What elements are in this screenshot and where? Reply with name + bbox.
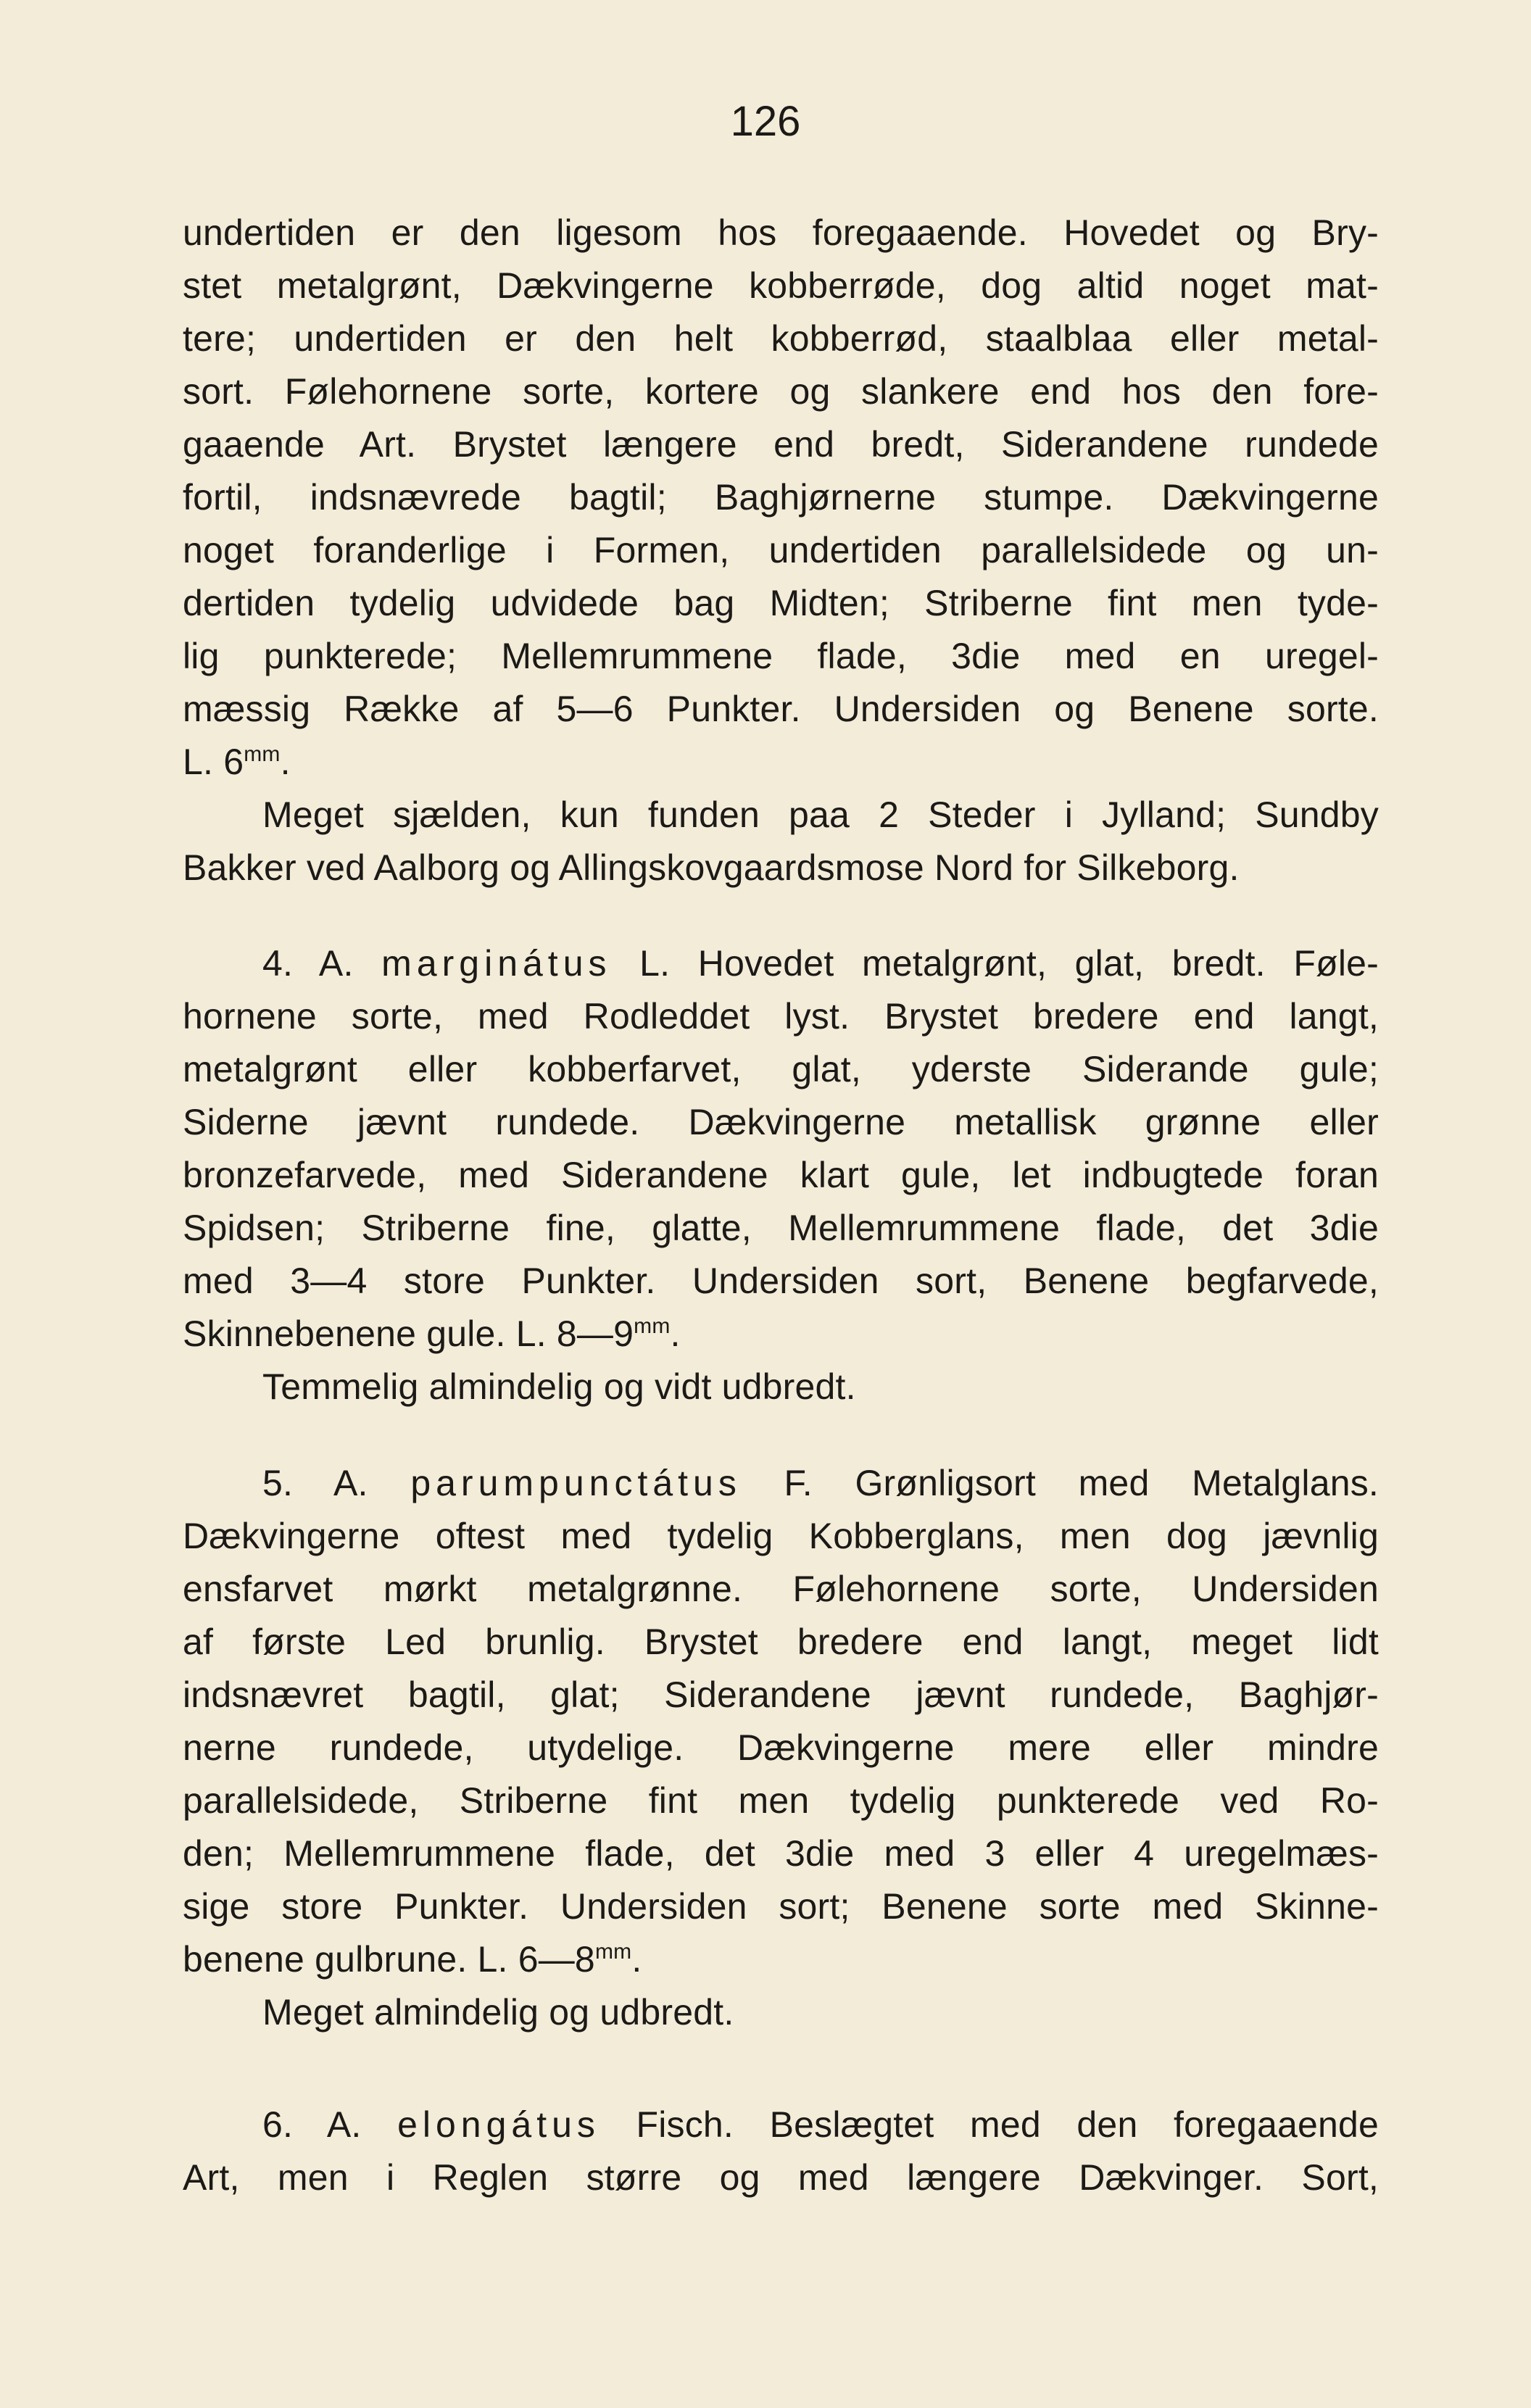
species-name: elongátus — [397, 2104, 600, 2145]
species-number: 5. A. — [262, 1463, 368, 1503]
text-line: fortil, indsnævrede bagtil; Baghjørnerne stumpe. Dækvingerne — [183, 477, 1379, 518]
text-line: dertiden tydelig udvidede bag Midten; Striberne fint men tyde- — [183, 583, 1379, 623]
size-prefix: L. 6 — [183, 742, 244, 782]
text-line: hornene sorte, med Rodleddet lyst. Brystet bredere end langt, — [183, 996, 1379, 1037]
size-line — [183, 1308, 1379, 1361]
text-line: tere; undertiden er den helt kobberrød, staalblaa eller metal- — [183, 318, 1379, 359]
size-suffix: . — [631, 1939, 642, 1980]
text-line: Meget sjælden, kun funden paa 2 Steder i Jylland; Sundby — [262, 794, 1379, 835]
text-line: parallelsidede, Striberne fint men tydelig punkterede ved Ro- — [183, 1780, 1379, 1821]
species-number: 4. A. — [262, 943, 354, 984]
species-note: Temmelig almindelig og vidt udbredt. — [262, 1366, 856, 1407]
species-description-start: L. Hovedet metalgrønt, glat, bredt. Føle- — [611, 943, 1379, 984]
text-line: Art, men i Reglen større og med længere Dækvinger. Sort, — [183, 2157, 1379, 2198]
species-description-start: Fisch. Beslægtet med den foregaaende — [599, 2104, 1379, 2145]
text-line: nerne rundede, utydelige. Dækvingerne mere eller mindre — [183, 1727, 1379, 1768]
species-entry-4 — [183, 937, 1379, 1413]
continuation-paragraph — [183, 207, 1379, 894]
size-prefix: Skinnebenene gule. L. 8—9 — [183, 1313, 634, 1354]
page-number: 126 — [730, 98, 801, 145]
size-suffix: . — [670, 1313, 681, 1354]
text-line: Spidsen; Striberne fine, glatte, Mellemrummene flade, det 3die — [183, 1208, 1379, 1248]
text-line: Bakker ved Aalborg og Allingskovgaardsmose Nord for Silkeborg. — [183, 847, 1240, 888]
text-line: Siderne jævnt rundede. Dækvingerne metallisk grønne eller — [183, 1102, 1379, 1142]
text-line: sige store Punkter. Undersiden sort; Benene sorte med Skinne- — [183, 1886, 1379, 1927]
text-line: med 3—4 store Punkter. Undersiden sort, Benene begfarvede, — [183, 1261, 1379, 1301]
size-unit: mm — [594, 1940, 632, 1964]
species-heading-line — [183, 1457, 1379, 1510]
text-line: ensfarvet mørkt metalgrønne. Følehornene sorte, Undersiden — [183, 1569, 1379, 1609]
text-line: stet metalgrønt, Dækvingerne kobberrøde, dog altid noget mat- — [183, 265, 1379, 306]
species-description-start: F. Grønligsort med Metalglans. — [741, 1463, 1379, 1503]
text-line: Dækvingerne oftest med tydelig Kobberglans, men dog jævnlig — [183, 1516, 1379, 1556]
text-line: bronzefarvede, med Siderandene klart gule, let indbugtede foran — [183, 1155, 1379, 1195]
size-suffix: . — [280, 742, 291, 782]
species-entry-6 — [183, 2098, 1379, 2204]
size-line — [183, 736, 1379, 789]
species-number: 6. A. — [262, 2104, 362, 2145]
species-name: parumpunctátus — [410, 1463, 742, 1503]
text-line: den; Mellemrummene flade, det 3die med 3 eller 4 uregelmæs- — [183, 1833, 1379, 1874]
text-line: gaaende Art. Brystet længere end bredt, Siderandene rundede — [183, 424, 1379, 465]
species-heading-line — [183, 2098, 1379, 2151]
text-line: sort. Følehornene sorte, kortere og slankere end hos den fore- — [183, 371, 1379, 412]
text-line: undertiden er den ligesom hos foregaaende. Hovedet og Bry- — [183, 212, 1379, 253]
species-name: marginátus — [381, 943, 612, 984]
text-line: lig punkterede; Mellemrummene flade, 3die med en uregel- — [183, 636, 1379, 676]
size-prefix: benene gulbrune. L. 6—8 — [183, 1939, 595, 1980]
text-line: af første Led brunlig. Brystet bredere end langt, meget lidt — [183, 1622, 1379, 1662]
text-line: indsnævret bagtil, glat; Siderandene jævnt rundede, Baghjør- — [183, 1674, 1379, 1715]
species-note: Meget almindelig og udbredt. — [262, 1992, 734, 2033]
species-entry-5 — [183, 1457, 1379, 2039]
text-line: noget foranderlige i Formen, undertiden parallelsidede og un- — [183, 530, 1379, 570]
size-line — [183, 1933, 1379, 1986]
text-line: metalgrønt eller kobberfarvet, glat, yderste Siderande gule; — [183, 1049, 1379, 1089]
species-heading-line — [183, 937, 1379, 990]
text-line: mæssig Række af 5—6 Punkter. Undersiden og Benene sorte. — [183, 689, 1379, 729]
size-unit: mm — [244, 742, 281, 766]
size-unit: mm — [634, 1314, 671, 1338]
